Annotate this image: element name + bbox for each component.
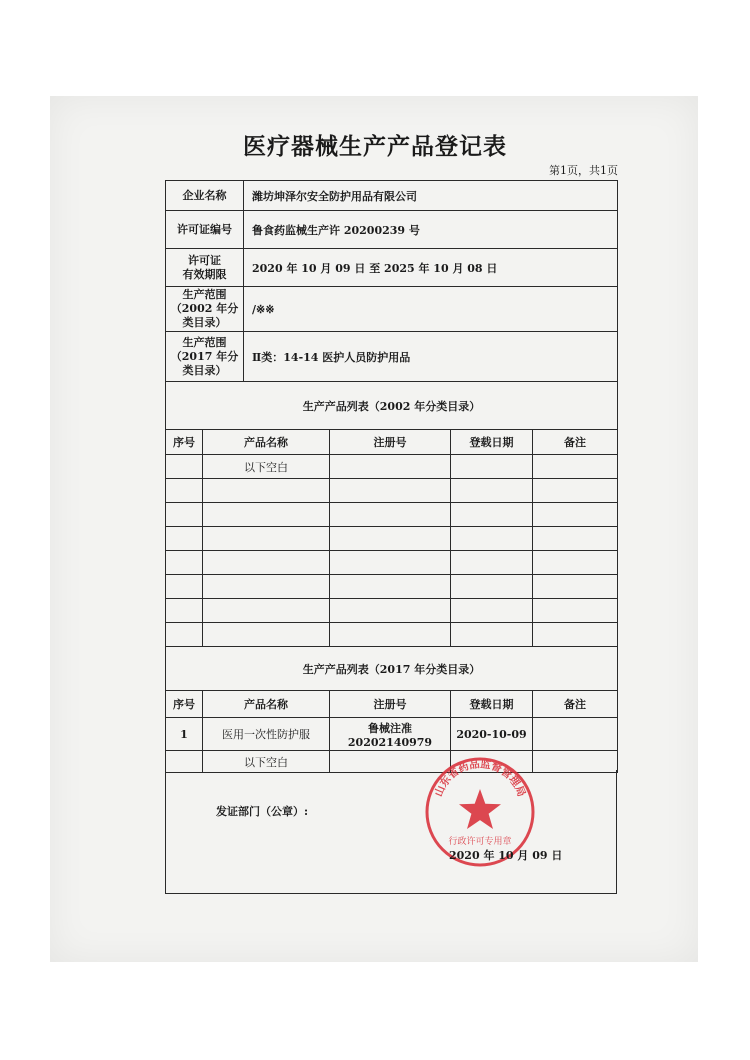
table-row [166,479,618,503]
cell-registration-no [330,479,451,503]
scope-2017-value: Ⅱ类：14-14 医护人员防护用品 [244,332,618,382]
cell-no [166,503,203,527]
cell-date [451,599,533,623]
cell-product-name: 以下空白 [203,751,330,773]
header-remarks: 备注 [533,691,618,718]
row-scope-2017 [166,332,618,382]
scope-2002-label [166,287,244,332]
table-row [166,503,618,527]
registration-no-line-1: 鲁械注准 [368,721,412,735]
table-row [166,718,618,751]
license-value: 鲁食药监械生产许 20200239 号 [244,211,618,249]
cell-remarks [533,503,618,527]
scope-2002-label-line-1: 生产范围 [182,288,227,301]
cell-registration-no [330,527,451,551]
header-product-name: 产品名称 [203,691,330,718]
row-license [166,211,618,249]
cell-remarks [533,623,618,647]
cell-no [166,455,203,479]
cell-product-name [203,503,330,527]
section-2002-title: 生产产品列表（2002 年分类目录） [166,382,618,430]
cell-no [166,575,203,599]
validity-label-line-2: 有效期限 [182,267,227,281]
cell-product-name [203,527,330,551]
cell-registration-no [330,551,451,575]
cell-product-name [203,623,330,647]
cell-product-name [203,551,330,575]
section-2017-title-row [166,647,618,691]
section-2002-header-row [166,430,618,455]
scope-2017-label-line-2: （2017 年分 [170,349,239,363]
cell-product-name [203,599,330,623]
cell-registration-no [330,455,451,479]
document-title: 医疗器械生产产品登记表 [243,133,507,160]
scope-2017-label [166,332,244,382]
scope-2002-label-line-3: 类目录） [182,316,227,329]
scope-2017-label-line-3: 类目录） [182,363,227,377]
cell-remarks [533,575,618,599]
cell-date [451,623,533,647]
header-no: 序号 [166,430,203,455]
seal-arc-textpath: 山东省药品监督管理局 [432,758,528,799]
cell-date [451,527,533,551]
license-label: 许可证编号 [166,211,244,249]
row-company [166,181,618,211]
cell-product-name: 以下空白 [203,455,330,479]
header-date: 登载日期 [451,430,533,455]
scope-2002-value: /※※ [244,287,618,332]
header-registration-no: 注册号 [330,691,451,718]
scope-2002-label-line-2: （2002 年分 [170,302,239,315]
cell-no [166,623,203,647]
cell-registration-no [330,599,451,623]
seal-subtext: 行政许可专用章 [448,837,512,847]
cell-remarks [533,718,618,751]
cell-registration-no [330,503,451,527]
table-row [166,575,618,599]
cell-remarks [533,599,618,623]
cell-date [451,503,533,527]
cell-no [166,551,203,575]
table-row [166,551,618,575]
validity-label-line-1: 许可证 [188,253,221,267]
header-remarks: 备注 [533,430,618,455]
cell-product-name [203,575,330,599]
header-product-name: 产品名称 [203,430,330,455]
cell-date [451,551,533,575]
seal-star [459,789,501,829]
cell-date [451,455,533,479]
table-row [166,599,618,623]
issuer-label: 发证部门（公章）: [216,805,309,818]
header-no: 序号 [166,691,203,718]
page-info: 第1页，共1页 [549,164,618,177]
header-registration-no: 注册号 [330,430,451,455]
cell-date: 2020-10-09 [451,718,533,751]
cell-registration-no [330,575,451,599]
cell-remarks [533,551,618,575]
cell-no [166,479,203,503]
cell-registration-no [330,718,451,751]
table-row [166,455,618,479]
registration-table [165,180,618,773]
company-value: 潍坊坤泽尔安全防护用品有限公司 [244,181,618,211]
cell-product-name [203,479,330,503]
cell-no [166,527,203,551]
table-row [166,527,618,551]
cell-date [451,575,533,599]
row-scope-2002 [166,287,618,332]
cell-registration-no [330,623,451,647]
validity-value: 2020 年 10 月 09 日 至 2025 年 10 月 08 日 [244,249,618,287]
cell-date [451,479,533,503]
section-2017-header-row [166,691,618,718]
issue-date: 2020 年 10 月 09 日 [449,849,563,862]
registration-no-line-2: 20202140979 [347,735,433,749]
cell-product-name: 医用一次性防护服 [203,718,330,751]
cell-remarks [533,455,618,479]
row-validity [166,249,618,287]
cell-no: 1 [166,718,203,751]
company-label: 企业名称 [166,181,244,211]
table-row [166,623,618,647]
validity-label [166,249,244,287]
section-2002-title-row [166,382,618,430]
section-2017-title: 生产产品列表（2017 年分类目录） [166,647,618,691]
cell-no [166,599,203,623]
header-date: 登载日期 [451,691,533,718]
scope-2017-label-line-1: 生产范围 [182,335,227,349]
cell-remarks [533,479,618,503]
cell-remarks [533,527,618,551]
